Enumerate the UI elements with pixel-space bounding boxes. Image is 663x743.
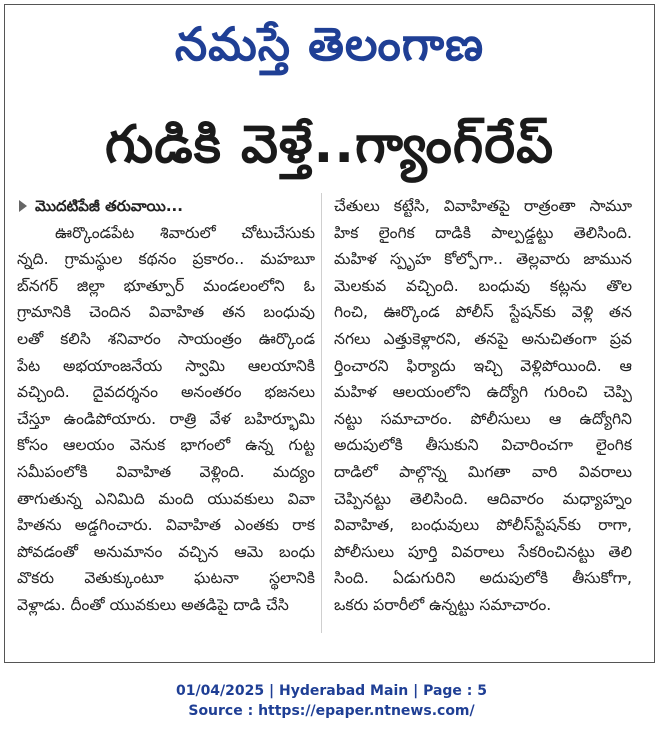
article-text-line: సమీపంలోకి వివాహిత వెళ్లింది. మద్యం: [17, 462, 315, 481]
article-text-line: పోవడంతో అనుమానం వచ్చిన ఆమె బంధు: [17, 542, 315, 561]
article-column-right: [334, 193, 632, 619]
column-divider: [321, 193, 322, 633]
article-text-line: గ్రామానికి చెందిన వివాహిత తన బంధువు: [17, 303, 315, 322]
article-text-line: మహిళ ఆలయంలోని ఉద్యోగి గురించి చెప్పి: [334, 383, 632, 402]
article-text-line: అదుపులోకి తీసుకుని విచారించగా లైంగిక: [334, 436, 632, 455]
article-text-line: లతో కలిసి శనివారం సాయంత్రం ఊర్కొండ: [17, 329, 315, 348]
article-text-line: నట్టు సమాచారం. పోలీసులు ఆ ఉద్యోగిని: [334, 409, 632, 428]
chevron-right-icon: [19, 200, 27, 212]
article-column-left: [17, 193, 315, 619]
article-text-line: హితను అడ్డగించారు. వివాహిత ఎంతకు రాక: [17, 516, 315, 535]
article-text-line: వచ్చింది. దైవదర్శనం అనంతరం భజనలు: [17, 383, 315, 402]
clipping-source: Source : https://epaper.ntnews.com/: [188, 703, 475, 719]
clipping-frame: [4, 4, 655, 663]
article-text-line: పోలీసులు పూర్తి వివరాలు సేకరించినట్టు తెలి: [334, 542, 632, 561]
continuation-label: మొదటిపేజీ తరువాయి...: [35, 197, 183, 215]
article-text-line: గించి, ఊర్కొండ పోలీస్ స్టేషన్‌కు వెళ్లి తన: [334, 303, 632, 322]
article-text-line: నగలు ఎత్తుకెళ్లారని, తనపై అనుచితంగా ప్రవ: [334, 329, 632, 348]
article-text-line: తాగుతున్న ఎనిమిది మంది యువకులు వివా: [17, 489, 315, 508]
continuation-marker: [17, 193, 315, 220]
article-text-line: మెలకువ వచ్చింది. బంధువు కట్లను తొల: [334, 276, 632, 295]
article-text-line: బ్‌నగర్ జిల్లా భూత్పూర్ మండలంలోని ఓ: [17, 276, 315, 295]
article-text-line: పేట అభయాంజనేయ స్వామి ఆలయానికి: [17, 356, 315, 375]
clipping-meta: 01/04/2025 | Hyderabad Main | Page : 5: [175, 683, 488, 699]
article-text-line: ర్తించారని ఫిర్యాదు ఇచ్చి వెళ్లిపోయింది. ఆ: [334, 356, 632, 375]
article-text-line: వెళ్లాడు. దీంతో యువకులు అతడిపై దాడి చేసి: [17, 595, 289, 614]
article-headline: గుడికి వెళ్తే..గ్యాంగ్‌రేప్: [104, 115, 555, 175]
newspaper-masthead: నమస్తే తెలంగాణ: [174, 17, 485, 71]
article-text-line: చెప్పినట్టు తెలిసింది. ఆదివారం మధ్యాహ్నం: [334, 489, 632, 508]
article-text-line: వివాహిత, బంధువులు పోలీస్‌స్టేషన్‌కు రాగా,: [334, 516, 632, 535]
article-text-line: ఒకరు పరారీలో ఉన్నట్టు సమాచారం.: [334, 595, 552, 614]
article-text-line: హిక లైంగిక దాడికి పాల్పడ్డట్టు తెలిసింది.: [334, 223, 632, 242]
article-text-line: వొకరు వెతుక్కుంటూ ఘటనా స్థలానికి: [17, 569, 315, 588]
article-text-line: ఊర్కొండపేట శివారులో చోటుచేసుకు: [55, 223, 315, 242]
article-text-line: సింది. ఏడుగురిని అదుపులోకి తీసుకోగా,: [334, 569, 632, 588]
article-text-line: కోసం ఆలయం వెనుక భాగంలో ఉన్న గుట్ట: [17, 436, 315, 455]
article-text-line: చేతులు కట్టేసి, వివాహితపై రాత్రంతా సామూ: [334, 197, 632, 215]
article-text-line: దాడిలో పాల్గొన్న మిగతా వారి వివరాలు: [334, 462, 632, 481]
article-text-line: మహిళ స్పృహ కోల్పోగా.. తెల్లవారు జామున: [334, 250, 632, 269]
article-text-line: చేస్తూ ఉండిపోయారు. రాత్రి వేళ బహిర్భూమి: [17, 409, 315, 428]
article-text-line: న్నది. గ్రామస్థుల కథనం ప్రకారం.. మహబూ: [17, 250, 315, 269]
